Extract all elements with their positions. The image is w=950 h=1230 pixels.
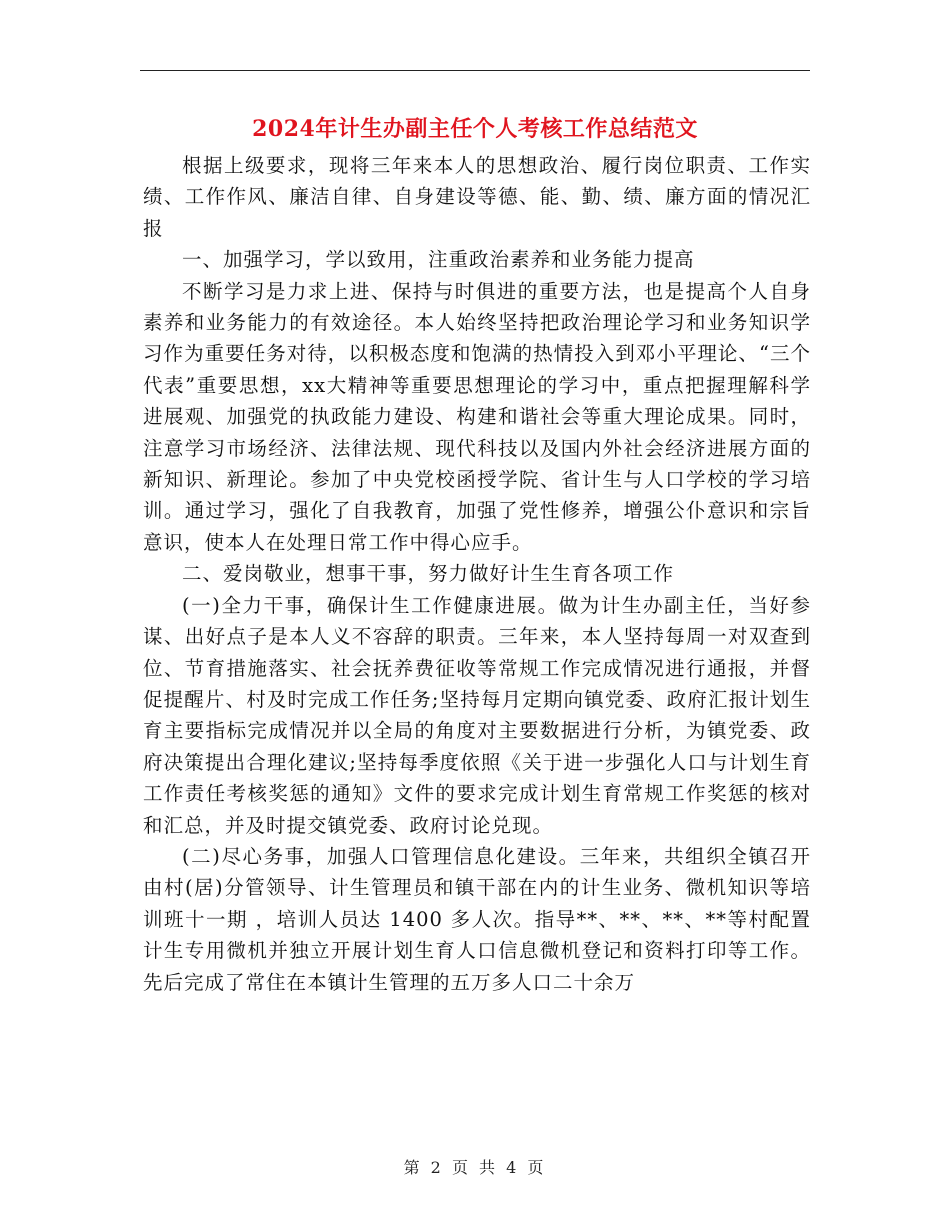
paragraph-study: 不断学习是力求上进、保持与时俱进的重要方法，也是提高个人自身素养和业务能力的有效途径。本人始终坚持把政治理论学习和业务知识学习作为重要任务对待，以积极态度和饱满的热情投入到邓小平理论、“三个代表”重要思想，xx大精神等重要思想理论的学习中，重点把握理解科学进展观、加强党的执政能力建设、构建和谐社会等重大理论成果。同时，注意学习市场经济、法律法规、现代科技以及国内外社会经济进展方面的新知识、新理论。参加了中央党校函授学院、省计生与人口学校的学习培训。通过学习，强化了自我教育，加强了党性修养，增强公仆意识和宗旨意识，使本人在处理日常工作中得心应手。 <box>143 279 811 554</box>
document-body <box>143 150 811 998</box>
paragraph-item-2: (二)尽心务事，加强人口管理信息化建设。三年来，共组织全镇召开由村(居)分管领导、计生管理员和镇干部在内的计生业务、微机知识等培训班十一期 ，培训人员达 1400 多人次。指导**、**、**、**等村配置计生专用微机并独立开展计划生育人口信息微机登记和资料打印等工作。先后完成了常住在本镇计生管理的五万多人口二十余万 <box>143 844 811 994</box>
section-heading-1: 一、加强学习，学以致用，注重政治素养和业务能力提高 <box>182 248 695 272</box>
header-rule <box>140 70 810 71</box>
document-title: 2024年计生办副主任个人考核工作总结范文 <box>252 116 698 142</box>
paragraph-item-1: (一)全力干事，确保计生工作健康进展。做为计生办副主任，当好参谋、出好点子是本人义不容辞的职责。三年来，本人坚持每周一对双查到位、节育措施落实、社会抚养费征收等常规工作完成情况进行通报，并督促提醒片、村及时完成工作任务;坚持每月定期向镇党委、政府汇报计划生育主要指标完成情况并以全局的角度对主要数据进行分析，为镇党委、政府决策提出合理化建议;坚持每季度依照《关于进一步强化人口与计划生育工作责任考核奖惩的通知》文件的要求完成计划生育常规工作奖惩的核对和汇总，并及时提交镇党委、政府讨论兑现。 <box>143 593 811 837</box>
section-heading-2: 二、爱岗敬业，想事干事，努力做好计生生育各项工作 <box>182 562 675 586</box>
paragraph-intro: 根据上级要求，现将三年来本人的思想政治、履行岗位职责、工作实绩、工作作风、廉洁自律、自身建设等德、能、勤、绩、廉方面的情况汇报 <box>143 154 811 240</box>
page-footer: 第 2 页 共 4 页 <box>403 1158 547 1177</box>
